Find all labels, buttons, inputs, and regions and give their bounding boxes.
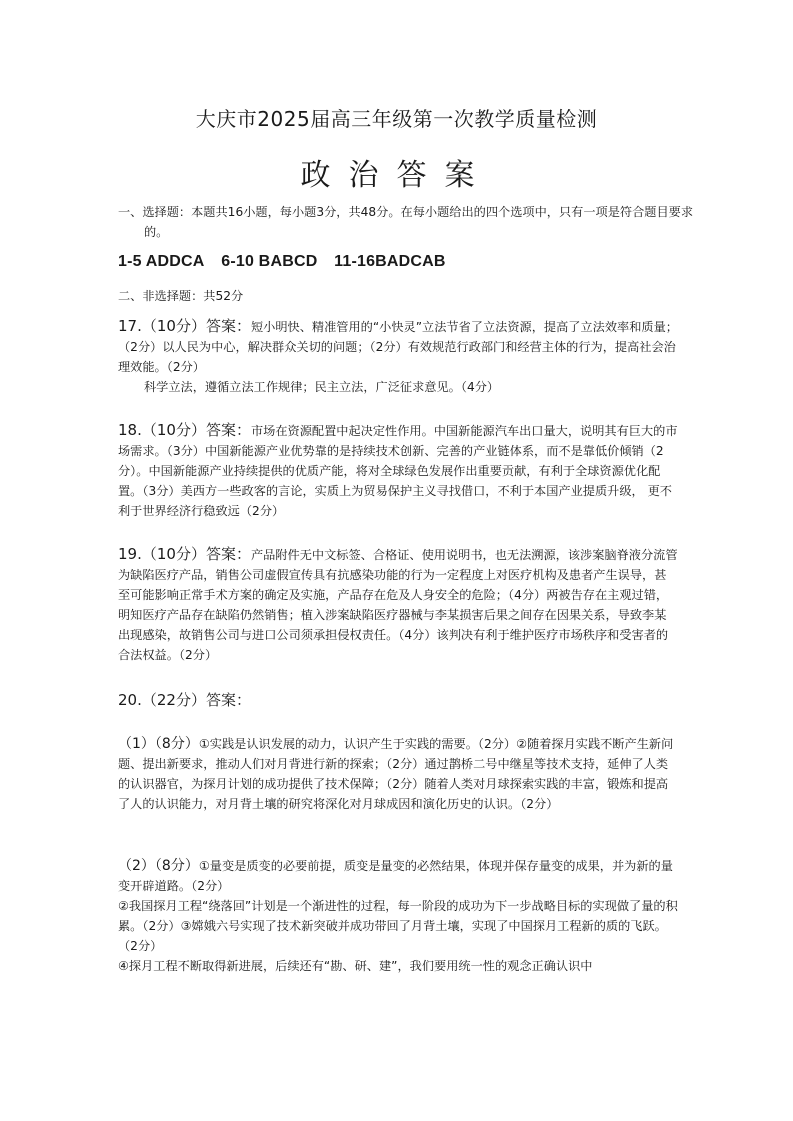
q19-label: 19.（10分）答案： [118,545,251,563]
q20-part2 [118,856,678,976]
multiple-choice-answers [118,253,458,271]
document-title: 大庆市2025届高三年级第一次教学质量检测 [195,107,598,131]
document-subtitle: 政治答案 [300,158,493,193]
q19-block [118,544,678,665]
q20-label [118,690,678,711]
q17-block [118,316,678,397]
section1-heading: 一、选择题：本题共16小题，每小题3分，共48分。在每小题给出的四个选项中，只有一项是符合题目要求的。 [118,205,694,239]
q20-part2-a: ①量变是质变的必要前提，质变是量变的必然结果，体现并保存量变的成果，并为新的量变开辟道路。（2分） [118,859,673,893]
answer-group-1: 1-5 ADDCA [118,253,205,270]
q20-label-text: 20.（22分）答案： [118,691,251,709]
q20-part2-c: ④探月工程不断取得新进展，后续还有“勘、研、建”，我们要用统一性的观念正确认识中 [118,959,593,973]
q18-label: 18.（10分）答案： [118,421,251,439]
q20-part1-text: ①实践是认识发展的动力，认识产生于实践的需要。（2分）②随着探月实践不断产生新问题、提出新要求，推动人们对月背进行新的探索；（2分）通过鹊桥二号中继星等技术支持，延伸了人类的认识器官，为探月计划的成功提供了技术保障；（2分）随着人类对月球探索实践的丰富，锻炼和提高了人的认识能力，对月背土壤的研究将深化对月球成因和演化历史的认识。（2分） [118,737,674,811]
q20-part1 [118,734,678,814]
q20-part1-label: （1）（8分） [118,736,199,752]
q18-block [118,420,678,521]
q20-part2-b: ②我国探月工程“绕落回”计划是一个渐进性的过程，每一阶段的成功为下一步战略目标的实现做了量的积累。（2分）③嫦娥六号实现了技术新突破并成功带回了月背土壤，实现了中国探月工程新的质的飞跃。（2分） [118,899,678,953]
q17-answer-p2: 科学立法，遵循立法工作规律；民主立法，广泛征求意见。（4分） [144,380,500,394]
q17-answer-p1: 短小明快、精准管用的“小快灵”立法节省了立法资源，提高了立法效率和质量；（2分）以人民为中心，解决群众关切的问题；（2分）有效规范行政部门和经营主体的行为，提高社会治理效能。（2分） [118,320,678,374]
answer-group-2: 6-10 BABCD [221,253,318,270]
answer-group-3: 11-16BADCAB [334,253,446,270]
section2-heading: 二、非选择题：共52分 [118,289,244,303]
q20-part2-label: （2）（8分） [118,858,199,874]
q18-answer-p1: 市场在资源配置中起决定性作用。中国新能源汽车出口量大，说明其有巨大的市场需求。（3分）中国新能源产业优势靠的是持续技术创新、完善的产业链体系，而不是靠低价倾销（2分）。中国新能源产业持续提供的优质产能，将对全球绿色发展作出重要贡献，有利于全球资源优化配置。（3分）美西方一些政客的言论，实质上为贸易保护主义寻找借口，不利于本国产业提质升级， 更不利于世界经济行稳致远（2分） [118,424,678,518]
q19-answer-p1: 产品附件无中文标签、合格证、使用说明书，也无法溯源，该涉案脑脊液分流管为缺陷医疗产品，销售公司虚假宣传具有抗感染功能的行为一定程度上对医疗机构及患者产生误导，甚至可能影响正常手术方案的确定及实施，产品存在危及人身安全的危险；（4分）两被告存在主观过错，明知医疗产品存在缺陷仍然销售；植入涉案缺陷医疗器械与李某损害后果之间存在因果关系，导致李某出现感染，故销售公司与进口公司须承担侵权责任。（4分）该判决有利于维护医疗市场秩序和受害者的合法权益。（2分） [118,548,678,662]
q17-label: 17.（10分）答案： [118,317,251,335]
